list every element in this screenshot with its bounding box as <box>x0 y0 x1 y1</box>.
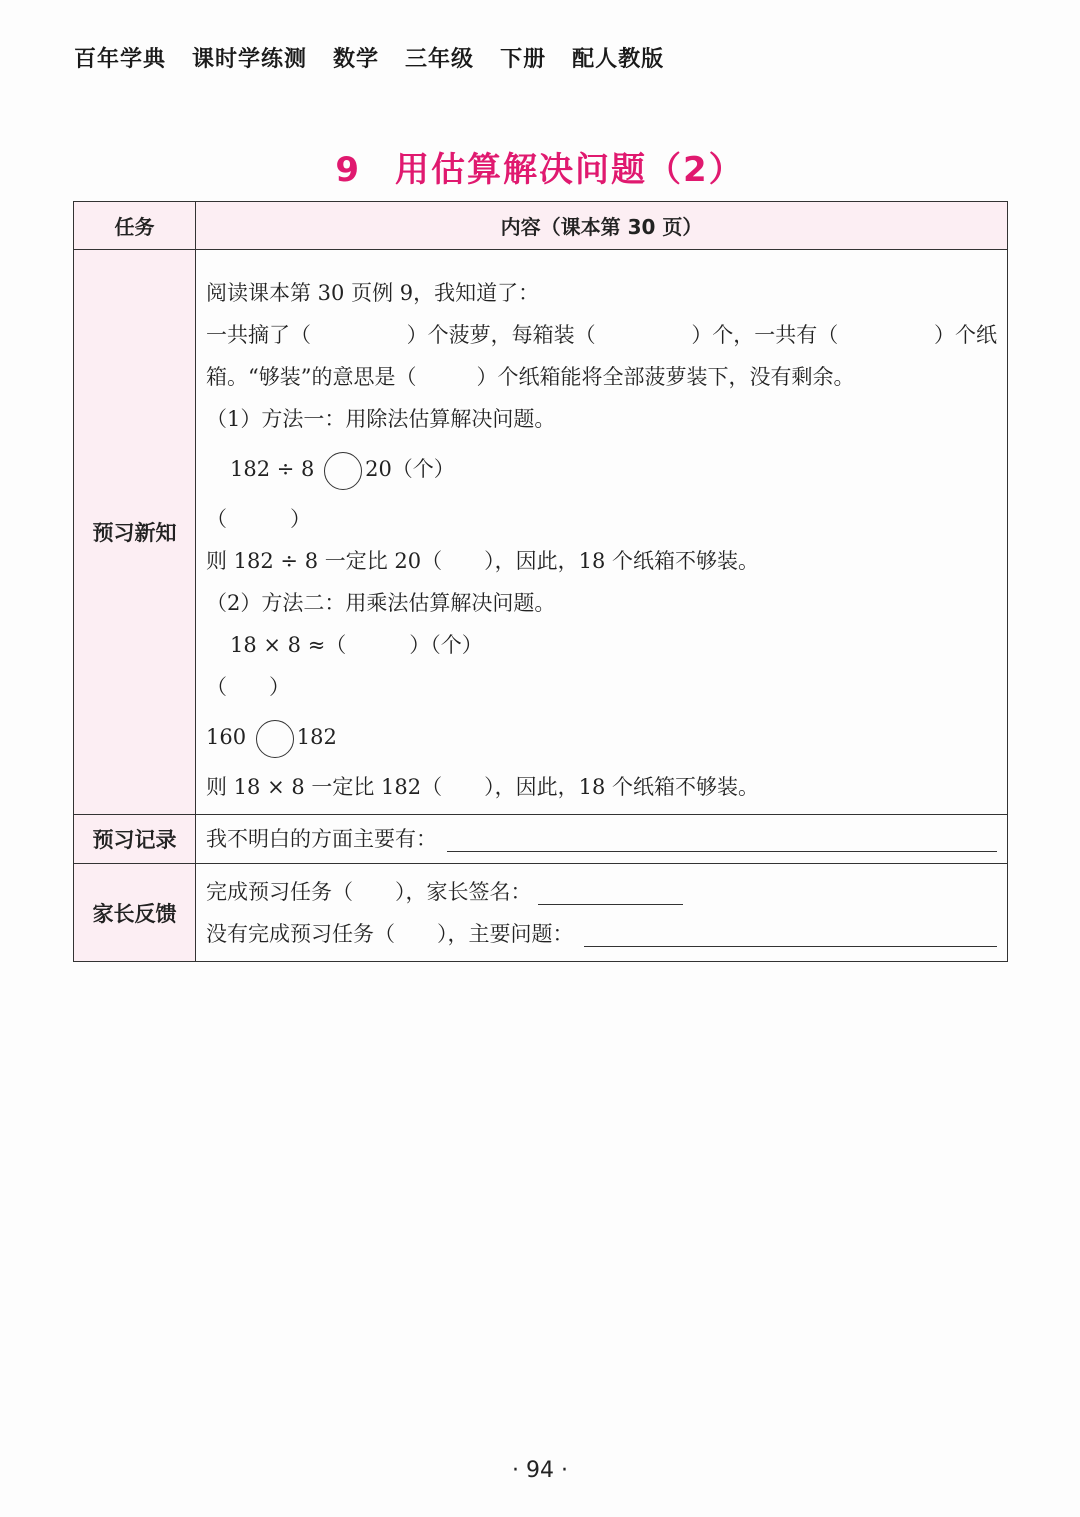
text-fragment: 182 ÷ 8 <box>230 457 315 481</box>
text-fragment: 没有完成预习任务（ ），主要问题： <box>206 921 574 946</box>
text-fragment: ）个菠萝，每箱装（ <box>406 323 596 347</box>
text-line: （ ） <box>206 675 290 699</box>
header-task: 任务 <box>74 202 196 250</box>
text-fragment: 20（个） <box>365 457 455 481</box>
header-item: 数学 <box>333 47 380 72</box>
task-label: 预习新知 <box>74 250 196 815</box>
table-header-row <box>74 202 1008 250</box>
text-line <box>206 871 997 913</box>
text-fragment: ）个纸 <box>933 323 997 347</box>
header-item: 三年级 <box>405 47 475 72</box>
text-line: （1）方法一：用除法估算解决问题。 <box>206 407 556 431</box>
task-label: 家长反馈 <box>74 864 196 962</box>
table-row <box>74 250 1008 815</box>
header-item: 百年学典 <box>74 47 167 72</box>
text-line: （ ） <box>206 507 311 531</box>
header-content: 内容（课本第 30 页） <box>196 202 1008 250</box>
text-line: 则 182 ÷ 8 一定比 20（ ），因此，18 个纸箱不够装。 <box>206 549 760 573</box>
table-row <box>74 815 1008 864</box>
text-fragment: ）个纸箱能将全部菠萝装下，没有剩余。 <box>476 365 855 389</box>
task-label: 预习记录 <box>74 815 196 864</box>
text-line: 则 18 × 8 一定比 182（ ），因此，18 个纸箱不够装。 <box>206 775 760 799</box>
header-item: 配人教版 <box>572 47 665 72</box>
text-fragment: 一共摘了（ <box>206 323 311 347</box>
compare-circle[interactable] <box>324 452 362 490</box>
compare-circle[interactable] <box>256 720 294 758</box>
text-fragment: 160 <box>206 725 247 749</box>
text-line <box>206 356 997 398</box>
text-line: 阅读课本第 30 页例 9，我知道了： <box>206 281 540 305</box>
lesson-title <box>0 142 1080 191</box>
text-line <box>206 440 997 498</box>
content-cell <box>196 864 1008 962</box>
header-item: 下册 <box>500 47 547 72</box>
table-row <box>74 864 1008 962</box>
header-item: 课时学练测 <box>192 47 308 72</box>
text-fragment: 完成预习任务（ ），家长签名： <box>206 879 532 904</box>
lesson-number: 9 <box>335 150 361 190</box>
preview-table <box>73 201 1008 962</box>
answer-blank[interactable] <box>447 823 997 852</box>
problem-blank[interactable] <box>584 918 998 947</box>
content-cell <box>196 815 1008 864</box>
page-number: · 94 · <box>512 1458 568 1483</box>
text-fragment: 箱。“够装”的意思是（ <box>206 365 417 389</box>
text-line: 18 × 8 ≈（ ）（个） <box>230 633 483 657</box>
text-line <box>206 818 997 860</box>
signature-blank[interactable] <box>538 876 683 905</box>
text-fragment: ）个，一共有（ <box>691 323 839 347</box>
text-line <box>206 708 997 766</box>
text-line <box>206 913 997 955</box>
content-cell <box>196 250 1008 815</box>
text-line: （2）方法二：用乘法估算解决问题。 <box>206 591 556 615</box>
text-fragment: 182 <box>296 725 337 749</box>
text-fragment: 我不明白的方面主要有： <box>206 827 437 851</box>
text-line <box>206 314 997 356</box>
book-header <box>74 42 664 73</box>
lesson-title-text: 用估算解决问题（2） <box>395 150 745 190</box>
